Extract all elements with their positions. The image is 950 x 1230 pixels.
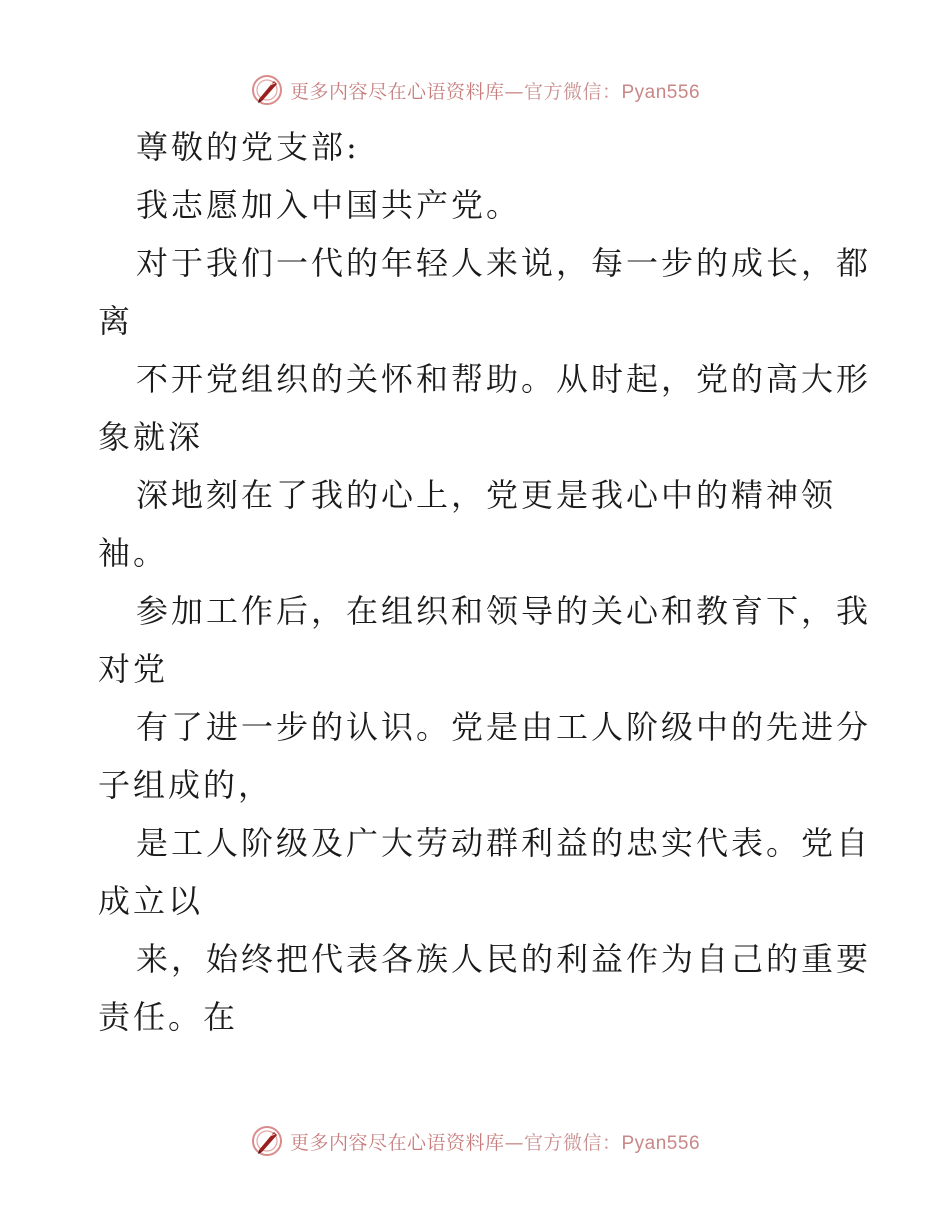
text-line: 象就深 <box>98 418 204 456</box>
footer-wechat-handle: Pyan556 <box>621 1132 701 1154</box>
footer-banner <box>0 1121 950 1161</box>
footer-dash: — <box>504 1131 524 1154</box>
text-line: 有了进一步的认识。党是由工人阶级中的先进分 <box>136 708 872 746</box>
footer-site-name: 更多内容尽在心语资料库 <box>289 1131 505 1154</box>
quill-logo-icon <box>250 73 284 107</box>
quill-logo-icon <box>250 1124 284 1158</box>
text-line: 成立以 <box>98 882 204 920</box>
header-wechat-label: 官方微信： <box>523 80 622 103</box>
text-line: 袖。 <box>98 534 169 572</box>
header-text <box>290 77 700 104</box>
text-line: 对于我们一代的年轻人来说，每一步的成长，都 <box>136 244 872 282</box>
text-line: 参加工作后，在组织和领导的关心和教育下，我 <box>136 592 872 630</box>
text-line: 子组成的， <box>98 766 274 804</box>
text-line: 来，始终把代表各族人民的利益作为自己的重要 <box>136 940 872 978</box>
header-dash: — <box>504 80 524 103</box>
text-line: 深地刻在了我的心上，党更是我心中的精神领 <box>136 476 837 514</box>
text-line: 不开党组织的关怀和帮助。从时起，党的高大形 <box>136 360 872 398</box>
text-line: 是工人阶级及广大劳动群利益的忠实代表。党自 <box>136 824 872 862</box>
text-line: 我志愿加入中国共产党。 <box>136 186 522 224</box>
footer-text <box>290 1128 700 1155</box>
header-wechat-handle: Pyan556 <box>621 81 701 103</box>
footer-wechat-label: 官方微信： <box>523 1131 622 1154</box>
header-site-name: 更多内容尽在心语资料库 <box>289 80 505 103</box>
text-line: 离 <box>98 302 134 340</box>
letter-body <box>98 118 872 1046</box>
header-banner <box>0 70 950 110</box>
text-line: 对党 <box>98 650 169 688</box>
text-line: 尊敬的党支部: <box>136 128 360 166</box>
text-line: 责任。在 <box>98 998 239 1036</box>
